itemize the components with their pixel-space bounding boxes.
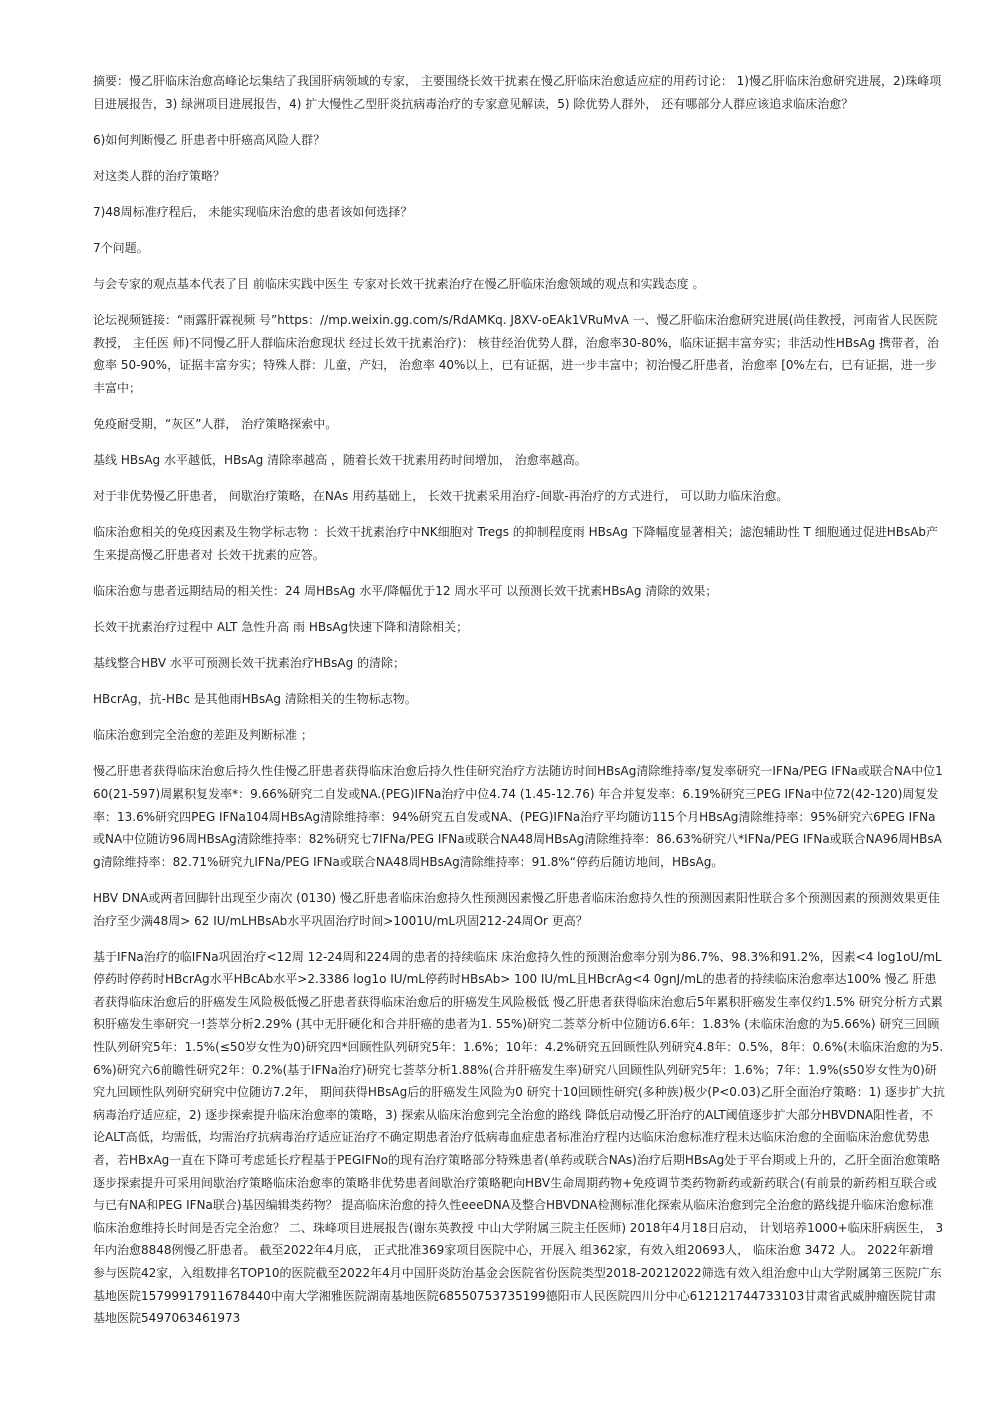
forum-video-paragraph: 论坛视频链接：“雨露肝霖视频 号”https：//mp.weixin.gg.com/s/RdAMKq. J8XV-oEAk1VRuMvA 一、慢乙肝临床治愈研究进展(尚佳教授，河南省人民医院教授， 主任医 师)不同慢乙肝人群临床治愈现状 经过长效干扰素治疗)： 核苷经治优势人群，治愈率30-80%，临床证据丰富夯实；非活动性HBsAg 携带者，治愈率 50-90%，证据丰富夯实；特殊人群：儿童，产妇， 治愈率 40%以上，已有证据，进一步丰富中；初治慢乙肝患者，治愈率 [0%左右，已有证据，进一步丰富中； bbox=[93, 313, 940, 395]
question-6: 6)如何判断慢乙 肝患者中肝癌高风险人群？ bbox=[93, 132, 326, 147]
cure-gap-paragraph: 临床治愈到完全治愈的差距及判断标准 ； bbox=[93, 728, 313, 743]
alt-elevation-paragraph: 长效干扰素治疗过程中 ALT 急性升高 雨 HBsAg快速下降和清除相关； bbox=[93, 620, 469, 635]
question-7: 7)48周标准疗程后， 未能实现临床治愈的患者该如何选择？ bbox=[93, 204, 413, 219]
immune-tolerance-paragraph: 免疫耐受期，“灰区”人群， 治疗策略探索中。 bbox=[93, 417, 338, 432]
document-body bbox=[93, 70, 945, 1343]
comprehensive-strategy-paragraph: 基于IFNa治疗的临IFNa巩固治疗<12周 12-24周和224周的患者的持续临床 床治愈持久性的预测治愈率分别为86.7%、98.3%和91.2%，因素<4 log1oU/mL停药时停药时HBcrAg水平HBcAb水平>2.3386 log1o IU/mL停药时HBsAb> 100 IU/mL且HBcrAg<4 0gnJ/mL的患者的持续临床治愈率达100% 慢乙 肝患者获得临床治愈后的肝癌发生风险极低慢乙肝患者获得临床治愈后的肝癌发生风险极低 慢乙肝患者获得临床治愈后5年累积肝癌发生率仅约1.5% 研究分析方式累积肝癌发生率研究一!荟萃分析2.29% (其中无肝硬化和合并肝癌的患者为1. 55%)研究二荟萃分析中位随访6.6年：1.83% (未临床治愈的为5.66%) 研究三回顾性队列研究5年：1.5%(≤50岁女性为0)研究四*回顾性队列研究5年：1.6%；10年：4.2%研究五回顾性队列研究4.8年：0.5%，8年：0.6%(未临床治愈的为5.6%)研究六6前瞻性研究2年：0.2%(基于IFNa治疗)研究七荟萃分析1.88%(合并肝癌发生率)研究八回顾性队列研究5年：1.6%；7年：1.9%(s50岁女性为0)研究九回顾性队列研究研究中位随访7.2年， 期间获得HBsAg后的肝癌发生风险为0 研究十10回顾性研究(多种族)极少(P<0.03)乙肝全面治疗策略：1) 逐步扩大抗病毒治疗适应症，2) 逐步探索提升临床治愈率的策略，3) 探索从临床治愈到完全治愈的路线 降低启动慢乙肝治疗的ALT阈值逐步扩大部分HBVDNA阳性者，不论ALT高低，均需低，均需治疗抗病毒治疗适应证治疗不确定期患者治疗低病毒血症患者标准治疗程内达临床治愈标准疗程未达临床治愈的全面临床治愈优势患者，若HBxAg一直在下降可考虑延长疗程基于PEGIFNo的现有治疗策略部分特殊患者(单药或联合NAs)治疗后期HBsAg处于平台期或上升的，乙肝全面治愈策略逐步探索提升可采用间歇治疗策略临床治愈率的策略非优势患者间歇治疗策略靶向HBV生命周期药物+免疫调节类药物新药或新药联合(有前景的新药相互联合或与已有NA和PEG IFNa联合)基因编辑类药物？ 提高临床治愈的持久性eeeDNA及整合HBVDNA检测标准化探索从临床治愈到完全治愈的路线提升临床治愈标准临床治愈维持长时间是否完全治愈？ 二、珠峰项目进展报告(谢东英教授 中山大学附属三院主任医师) 2018年4月18日启动， 计划培养1000+临床肝病医生， 3年内治愈8848例慢乙肝患者。 截至2022年4月底， 正式批准369家项目医院中心，开展入 组362家，有效入组20693人， 临床治愈 3472 人。 2022年新增参与医院42家，入组数排名TOP10的医院截至2022年4月中国肝炎防治基金会医院省份医院类型2018-20212022筛选有效入组治愈中山大学附属第三医院广东基地医院15799917911678440中南大学湘雅医院湖南基地医院68550753735199德阳市人民医院四川分中心612121744733103甘肃省武威肿瘤医院甘肃基地医院5497063461973 bbox=[93, 949, 945, 1326]
durability-paragraph: 慢乙肝患者获得临床治愈后持久性佳慢乙肝患者获得临床治愈后持久性佳研究治疗方法随访时间HBsAg清除维持率/复发率研究一IFNa/PEG IFNa或联合NA中位160(21-597)周累积复发率*：9.66%研究二自发或NA.(PEG)IFNa治疗中位4.74 (1.45-12.76) 年合并复发率：6.19%研究三PEG IFNa中位72(42-120)周复发率：13.6%研究四PEG IFNa104周HBsAg清除维持率：94%研究五自发或NA、(PEG)IFNa治疗平均随访115个月HBsAg清除维持率：95%研究六6PEG IFNa或NA中位随访96周HBsAg清除维持率：82%研究七7IFNa/PEG IFNa或联合NA48周HBsAg清除维持率：86.63%研究八*IFNa/PEG IFNa或联合NA96周HBsAg清除维持率：82.71%研究九IFNa/PEG IFNa或联合NA48周HBsAg清除维持率：91.8%“停药后随访地间，HBsAg。 bbox=[93, 764, 943, 869]
long-term-outcome-paragraph: 临床治愈与患者远期结局的相关性：24 周HBsAg 水平/降幅优于12 周水平可 以预测长效干扰素HBsAg 清除的效果； bbox=[93, 584, 718, 598]
hbcrag-paragraph: HBcrAg，抗-HBc 是其他雨HBsAg 清除相关的生物标志物。 bbox=[93, 692, 417, 707]
biomarker-paragraph: 临床治愈相关的免疫因素及生物学标志物 ：长效干扰素治疗中NK细胞对 Tregs 的抑制程度雨 HBsAg 下降幅度显著相关；滤泡辅助性 T 细胞通过促进HBsAb产生来提高慢乙肝患者对 长效干扰素的应答。 bbox=[93, 525, 939, 562]
predictive-factors-paragraph: HBV DNA或两者回脚针出现至少南次 (0130) 慢乙肝患者临床治愈持久性预测因素慢乙肝患者临床治愈持久性的预测因素阳性联合多个预测因素的预测效果更佳治疗至少满48周> 62 IU/mLHBsAb水平巩固治疗时间>1001U/mL巩固212-24周Or 更高？ bbox=[93, 890, 940, 928]
question-6-strategy: 对这类人群的治疗策略？ bbox=[93, 168, 226, 183]
baseline-hbsag-paragraph: 基线 HBsAg 水平越低，HBsAg 清除率越高 ，随着长效干扰素用药时间增加， 治愈率越高。 bbox=[93, 453, 587, 468]
expert-view-paragraph: 与会专家的观点基本代表了目 前临床实践中医生 专家对长效干扰素治疗在慢乙肝临床治愈领域的观点和实践态度 。 bbox=[93, 277, 705, 292]
integrated-hbv-paragraph: 基线整合HBV 水平可预测长效干扰素治疗HBsAg 的清除； bbox=[93, 656, 406, 671]
intermittent-strategy-paragraph: 对于非优势慢乙肝患者， 间歇治疗策略，在NAs 用药基础上， 长效干扰素采用治疗-间歇-再治疗的方式进行， 可以助力临床治愈。 bbox=[93, 489, 789, 504]
question-count: 7个问题。 bbox=[93, 240, 149, 255]
abstract-paragraph: 摘要：慢乙肝临床治愈高峰论坛集结了我国肝病领域的专家， 主要围绕长效干扰素在慢乙肝临床治愈适应症的用药讨论： 1)慢乙肝临床治愈研究进展，2)珠峰项目进展报告，3) 绿洲项目进展报告，4) 扩大慢性乙型肝炎抗病毒治疗的专家意见解读，5) 除优势人群外， 还有哪部分人群应该追求临床治愈？ bbox=[93, 74, 942, 111]
